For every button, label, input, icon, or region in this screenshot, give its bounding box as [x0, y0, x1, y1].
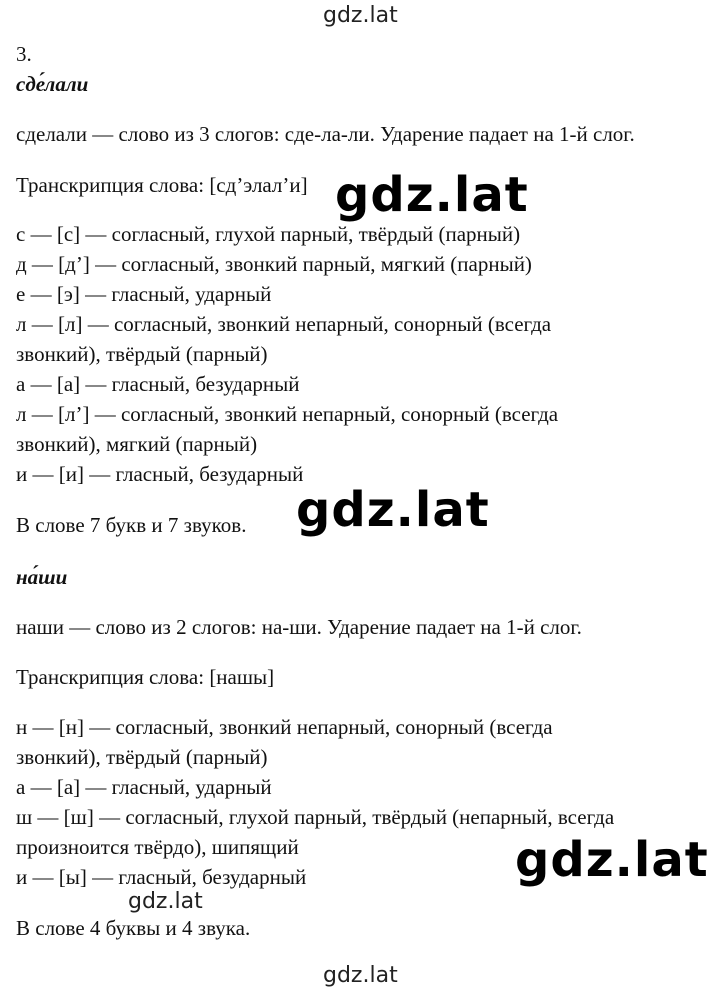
analysis-line: л — [л’] — согласный, звонкий непарный, сонорный (всегда — [16, 402, 559, 426]
watermark-top: gdz.lat — [323, 3, 398, 28]
syllables-text: сделали — слово из 3 слогов: сде-ла-ли. Ударение падает на 1-й слог. — [16, 122, 635, 146]
analysis-line: ш — [ш] — согласный, глухой парный, твёрдый (непарный, всегда — [16, 805, 615, 829]
headword: на́ши — [16, 565, 68, 589]
summary-text: В слове 7 букв и 7 звуков. — [16, 513, 247, 537]
analysis-line: и — [ы] — гласный, безударный — [16, 865, 307, 889]
analysis-line: н — [н] — согласный, звонкий непарный, сонорный (всегда — [16, 715, 553, 739]
watermark-bottom: gdz.lat — [323, 963, 398, 988]
watermark-overlay: gdz.lat — [515, 832, 709, 888]
analysis-line: д — [д’] — согласный, звонкий парный, мягкий (парный) — [16, 252, 532, 276]
analysis-line: звонкий), твёрдый (парный) — [16, 342, 268, 366]
syllables-text: наши — слово из 2 слогов: на-ши. Ударение падает на 1-й слог. — [16, 615, 582, 639]
headword: сде́лали — [16, 72, 89, 96]
analysis-line: а — [а] — гласный, ударный — [16, 775, 272, 799]
task-number: 3. — [16, 42, 32, 66]
transcription-text: Транскрипция слова: [сд’элал’и] — [16, 173, 308, 197]
analysis-line: звонкий), твёрдый (парный) — [16, 745, 268, 769]
watermark-overlay: gdz.lat — [335, 167, 529, 223]
analysis-line: с — [с] — согласный, глухой парный, твёрдый (парный) — [16, 222, 521, 246]
watermark-small: gdz.lat — [128, 889, 203, 914]
watermark-overlay: gdz.lat — [296, 482, 490, 538]
summary-text: В слове 4 буквы и 4 звука. — [16, 916, 251, 940]
analysis-line: и — [и] — гласный, безударный — [16, 462, 304, 486]
transcription-text: Транскрипция слова: [нашы] — [16, 665, 275, 689]
analysis-line: произноится твёрдо), шипящий — [16, 835, 299, 859]
analysis-line: е — [э] — гласный, ударный — [16, 282, 272, 306]
analysis-line: а — [а] — гласный, безударный — [16, 372, 300, 396]
analysis-line: л — [л] — согласный, звонкий непарный, сонорный (всегда — [16, 312, 552, 336]
analysis-line: звонкий), мягкий (парный) — [16, 432, 258, 456]
